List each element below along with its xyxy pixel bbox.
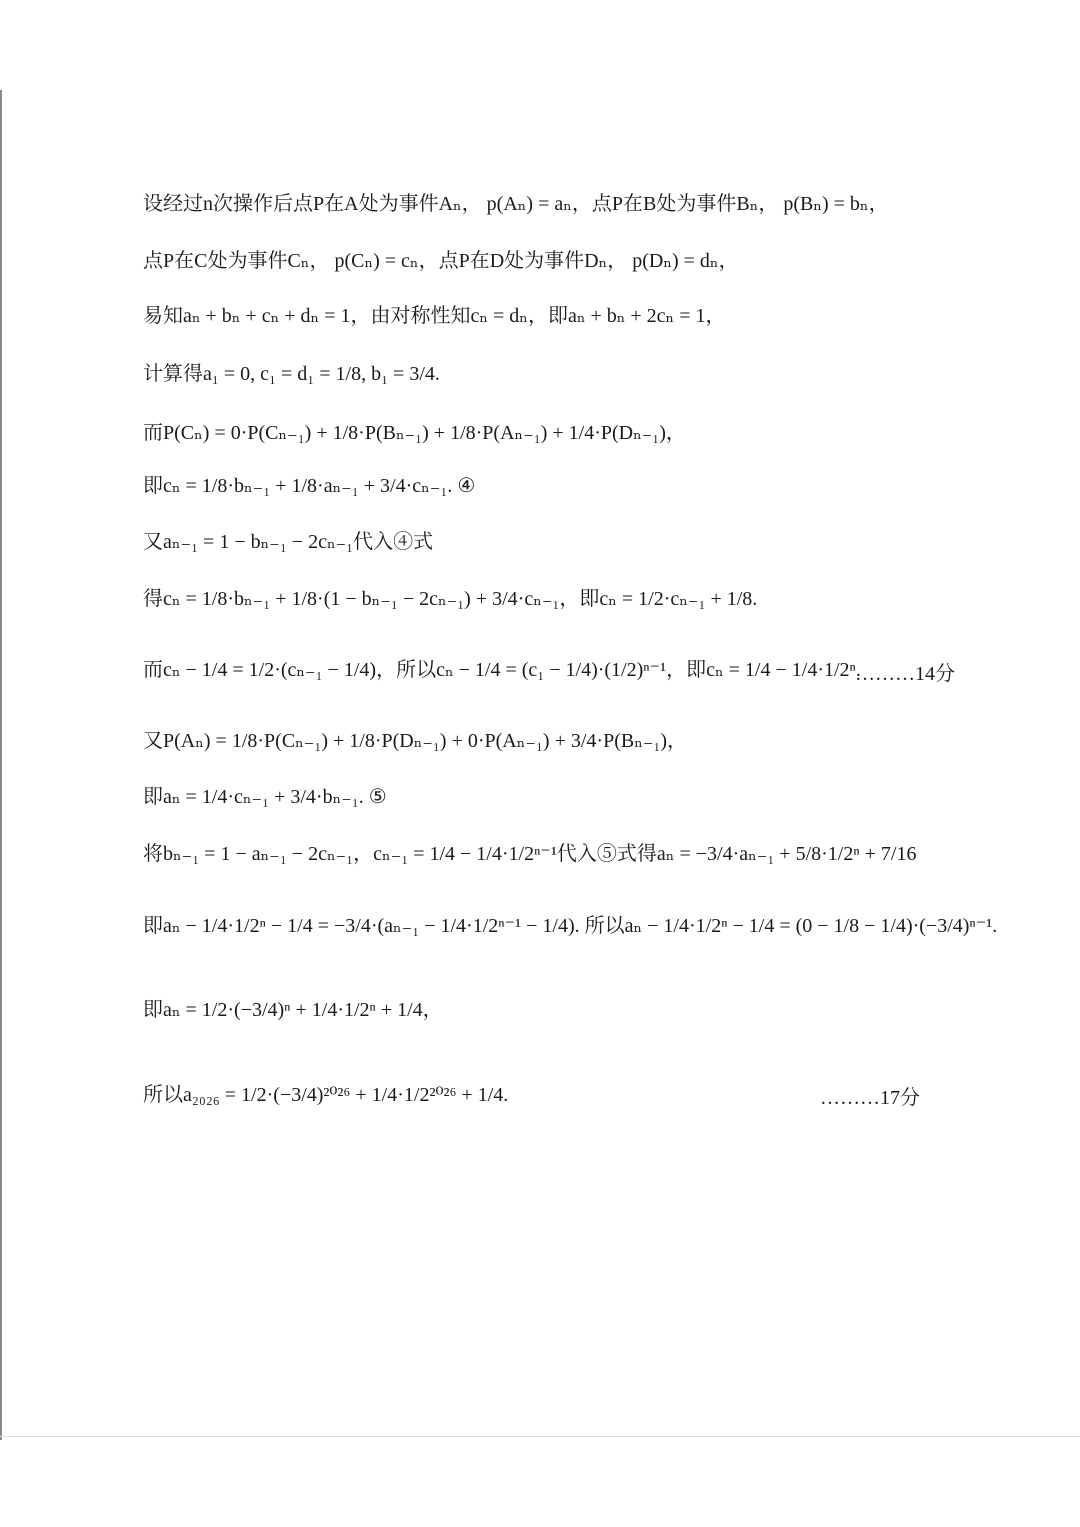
solution-line-15: 所以a₂₀₂₆ = 1/2·(−3/4)²⁰²⁶ + 1/4·1/2²⁰²⁶ + 1/4. (143, 1084, 509, 1106)
solution-line-14: 即aₙ = 1/2·(−3/4)ⁿ + 1/4·1/2ⁿ + 1/4， (143, 999, 443, 1021)
solution-line-4: 计算得a₁ = 0, c₁ = d₁ = 1/8, b₁ = 3/4. (143, 363, 440, 385)
solution-line-3: 易知aₙ + bₙ + cₙ + dₙ = 1，由对称性知cₙ = dₙ，即aₙ + bₙ + 2cₙ = 1， (143, 305, 726, 327)
solution-line-6: 即cₙ = 1/8·bₙ₋₁ + 1/8·aₙ₋₁ + 3/4·cₙ₋₁. ④ (143, 475, 476, 497)
solution-line-8: 得cₙ = 1/8·bₙ₋₁ + 1/8·(1 − bₙ₋₁ − 2cₙ₋₁) + 3/4·cₙ₋₁，即cₙ = 1/2·cₙ₋₁ + 1/8. (143, 588, 758, 610)
score-mark-14: ………14分 (855, 663, 955, 685)
solution-line-11: 即aₙ = 1/4·cₙ₋₁ + 3/4·bₙ₋₁. ⑤ (143, 786, 387, 808)
solution-line-10: 又P(Aₙ) = 1/8·P(Cₙ₋₁) + 1/8·P(Dₙ₋₁) + 0·P(Aₙ₋₁) + 3/4·P(Bₙ₋₁)， (143, 730, 688, 752)
score-mark-17: ………17分 (820, 1087, 920, 1109)
solution-line-13: 即aₙ − 1/4·1/2ⁿ − 1/4 = −3/4·(aₙ₋₁ − 1/4·1/2ⁿ⁻¹ − 1/4). 所以aₙ − 1/4·1/2ⁿ − 1/4 = (0 − 1/8 − 1/4)·(−3/4)ⁿ⁻¹. (143, 915, 998, 937)
solution-line-7: 又aₙ₋₁ = 1 − bₙ₋₁ − 2cₙ₋₁代入④式 (143, 531, 434, 553)
solution-line-9: 而cₙ − 1/4 = 1/2·(cₙ₋₁ − 1/4)，所以cₙ − 1/4 = (c₁ − 1/4)·(1/2)ⁿ⁻¹，即cₙ = 1/4 − 1/4·1/2ⁿ. (143, 659, 861, 681)
solution-line-2: 点P在C处为事件Cₙ， p(Cₙ) = cₙ，点P在D处为事件Dₙ， p(Dₙ) = dₙ， (143, 250, 739, 272)
page-bottom-edge (0, 1436, 1080, 1437)
solution-line-12: 将bₙ₋₁ = 1 − aₙ₋₁ − 2cₙ₋₁，cₙ₋₁ = 1/4 − 1/4·1/2ⁿ⁻¹代入⑤式得aₙ = −3/4·aₙ₋₁ + 5/8·1/2ⁿ + 7/16 (143, 843, 917, 865)
solution-line-5: 而P(Cₙ) = 0·P(Cₙ₋₁) + 1/8·P(Bₙ₋₁) + 1/8·P(Aₙ₋₁) + 1/4·P(Dₙ₋₁)， (143, 422, 686, 444)
page-left-edge (0, 90, 2, 1440)
solution-line-1: 设经过n次操作后点P在A处为事件Aₙ， p(Aₙ) = aₙ，点P在B处为事件Bₙ， p(Bₙ) = bₙ， (143, 193, 889, 215)
